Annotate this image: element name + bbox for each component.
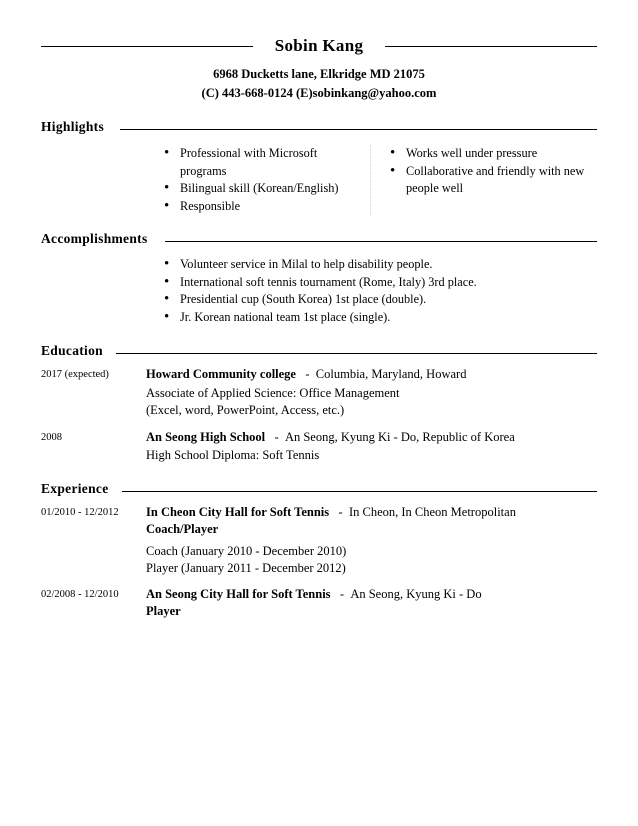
entry-date: 01/2010 - 12/2012 — [41, 507, 119, 518]
contact-info: (C) 443-668-0124 (E)sobinkang@yahoo.com — [201, 86, 437, 100]
school-location: An Seong, Kyung Ki - Do, Republic of Korea — [284, 430, 515, 444]
entry-detail: Coach (January 2010 - December 2010) — [146, 544, 347, 558]
highlights-rule — [120, 129, 597, 130]
school-name: An Seong High School — [146, 430, 266, 444]
list-item: • Presidential cup (South Korea) 1st place (double). — [162, 291, 582, 309]
job-role: Player — [146, 604, 181, 618]
address: 6968 Ducketts lane, Elkridge MD 21075 — [213, 67, 425, 81]
list-item: • Bilingual skill (Korean/English) — [162, 180, 362, 198]
highlights-heading: Highlights — [41, 119, 112, 135]
accomplishments-list — [162, 256, 582, 326]
education-entry — [146, 366, 596, 419]
list-item: • Volunteer service in Milal to help disability people. — [162, 256, 582, 274]
entry-detail: Player (January 2011 - December 2012) — [146, 561, 346, 575]
experience-entry — [146, 586, 596, 620]
school-name: Howard Community college — [146, 367, 296, 381]
education-heading: Education — [41, 343, 111, 359]
entry-detail: (Excel, word, PowerPoint, Access, etc.) — [146, 403, 345, 417]
list-item: • Responsible — [162, 198, 362, 216]
entry-date: 02/2008 - 12/2010 — [41, 589, 119, 600]
experience-entry — [146, 504, 596, 577]
separator: - — [268, 430, 285, 444]
accomplishments-heading: Accomplishments — [41, 231, 156, 247]
separator: - — [333, 587, 351, 601]
experience-rule — [122, 491, 597, 492]
list-item: • Collaborative and friendly with new people well — [388, 163, 588, 198]
list-item: • International soft tennis tournament (Rome, Italy) 3rd place. — [162, 274, 582, 292]
resume-name: Sobin Kang — [0, 36, 638, 56]
separator: - — [299, 367, 316, 381]
list-item: • Professional with Microsoft programs — [162, 145, 362, 180]
highlights-column-divider — [370, 145, 371, 215]
separator: - — [332, 505, 349, 519]
entry-detail: Associate of Applied Science: Office Management — [146, 386, 400, 400]
employer-location: An Seong, Kyung Ki - Do — [350, 587, 482, 601]
accomplishments-rule — [165, 241, 597, 242]
education-entry — [146, 429, 596, 464]
entry-date: 2008 — [41, 432, 62, 443]
job-role: Coach/Player — [146, 522, 219, 536]
employer-name: In Cheon City Hall for Soft Tennis — [146, 505, 330, 519]
list-item: • Works well under pressure — [388, 145, 588, 163]
entry-date: 2017 (expected) — [41, 369, 109, 380]
entry-detail: High School Diploma: Soft Tennis — [146, 448, 320, 462]
employer-name: An Seong City Hall for Soft Tennis — [146, 587, 331, 601]
highlights-right-list — [388, 145, 588, 198]
school-location: Columbia, Maryland, Howard — [315, 367, 467, 381]
employer-location: In Cheon, In Cheon Metropolitan — [348, 505, 516, 519]
education-rule — [116, 353, 597, 354]
experience-heading: Experience — [41, 481, 116, 497]
highlights-left-list — [162, 145, 362, 215]
list-item: • Jr. Korean national team 1st place (single). — [162, 309, 582, 327]
